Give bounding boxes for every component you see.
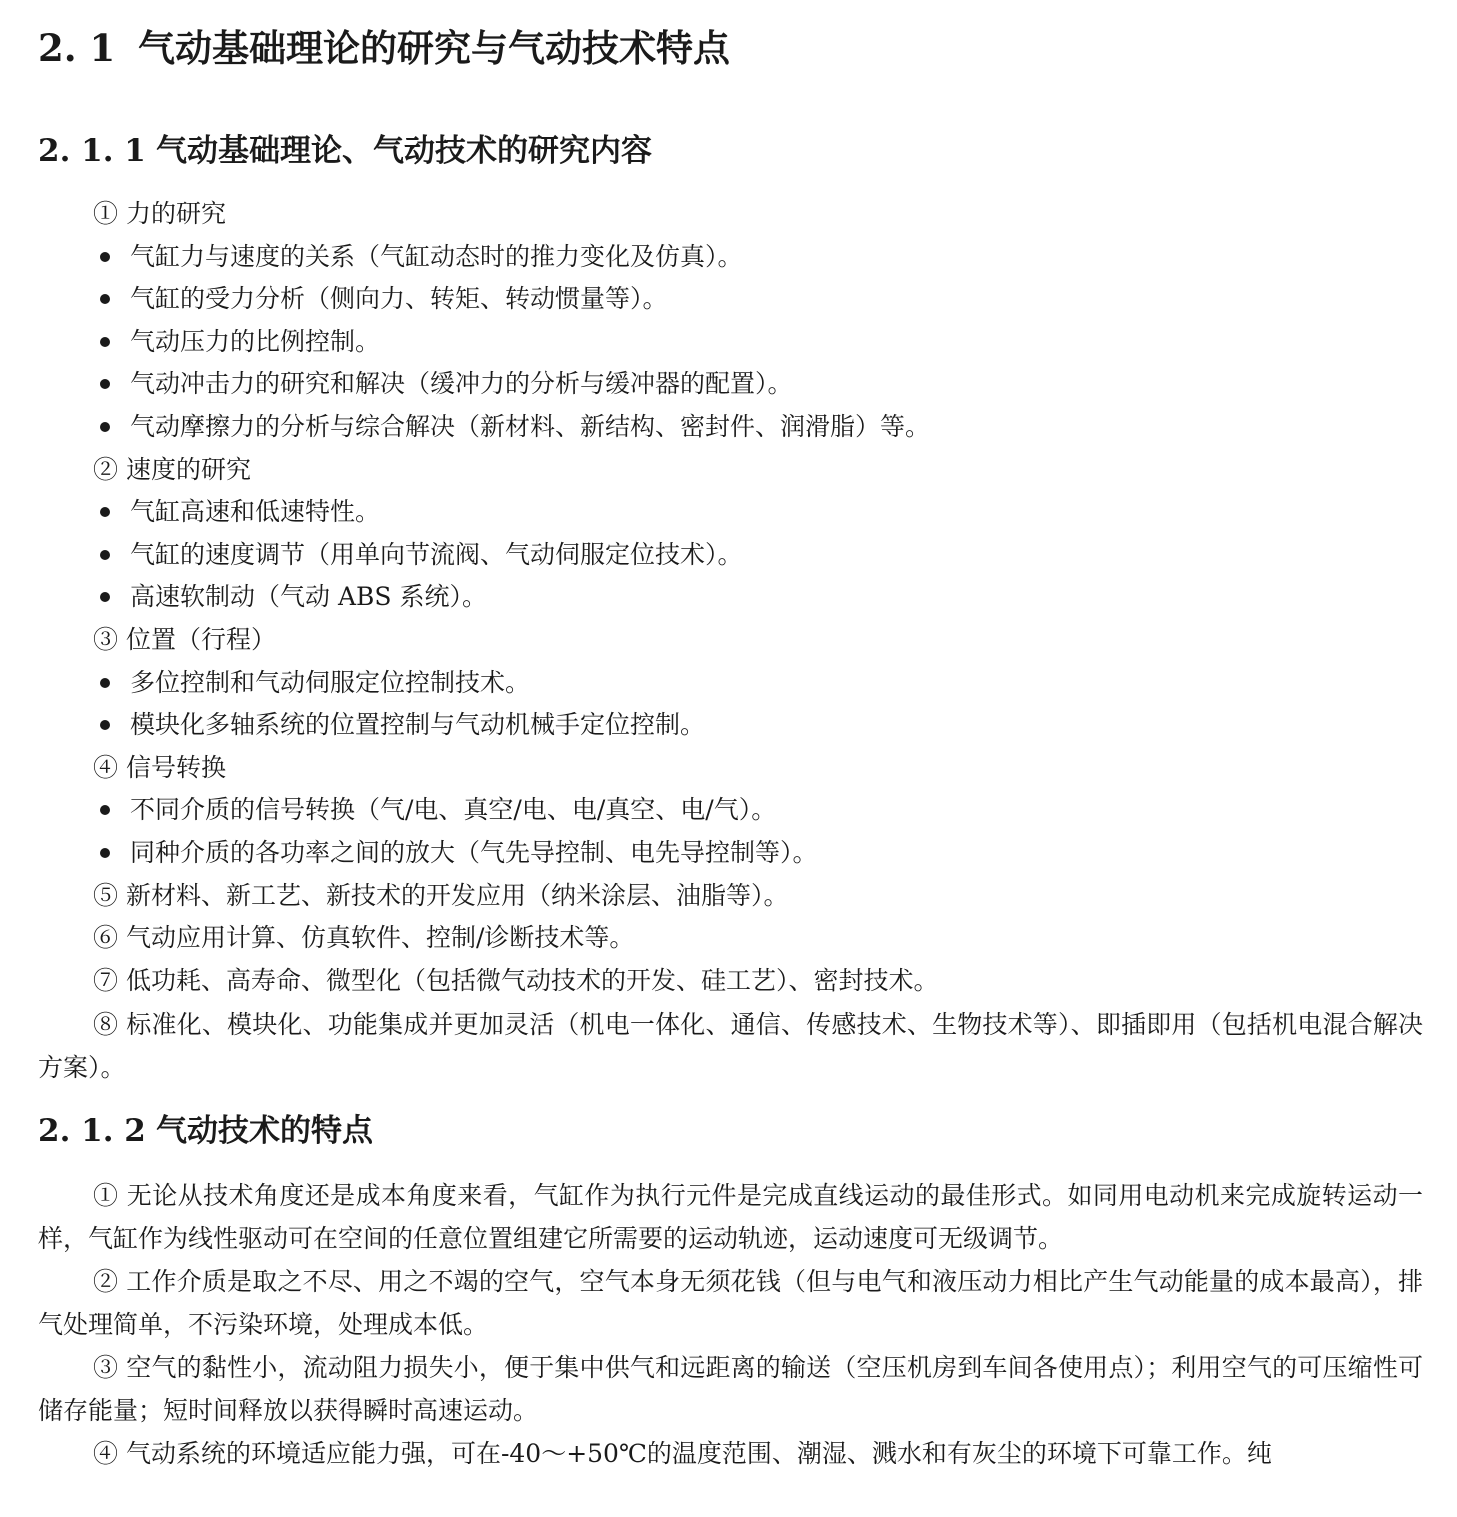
- bullet-dot-icon: [100, 379, 110, 389]
- bullet-dot-icon: [100, 550, 110, 560]
- bullet-text: 多位控制和气动伺服定位控制技术。: [130, 668, 531, 697]
- subsection-number: 2. 1. 1: [38, 133, 146, 169]
- bullet-text: 高速软制动（气动 ABS 系统）。: [130, 582, 487, 611]
- subsection-title: 气动基础理论、气动技术的研究内容: [156, 133, 652, 169]
- bullet-dot-icon: [100, 252, 110, 262]
- bullet-dot-icon: [100, 678, 110, 688]
- item-8-paragraph: ⑧ 标准化、模块化、功能集成并更加灵活（机电一体化、通信、传感技术、生物技术等）、即插即用（包括机电混合解决方案）。: [38, 1010, 1423, 1082]
- bullet-text: 气缸高速和低速特性。: [130, 497, 381, 526]
- bullet-dot-icon: [100, 422, 110, 432]
- numbered-item: ③ 位置（行程）: [93, 625, 276, 654]
- numbered-item: ⑦ 低功耗、高寿命、微型化（包括微气动技术的开发、硅工艺）、密封技术。: [93, 966, 939, 995]
- bullet-text: 不同介质的信号转换（气/电、真空/电、电/真空、电/气）。: [130, 795, 777, 824]
- bullet-dot-icon: [100, 337, 110, 347]
- bullet-dot-icon: [100, 592, 110, 602]
- bullet-text: 气缸的速度调节（用单向节流阀、气动伺服定位技术）。: [130, 540, 743, 569]
- section-heading: [38, 24, 730, 72]
- bullet-dot-icon: [100, 294, 110, 304]
- bullet-text: 气缸的受力分析（侧向力、转矩、转动惯量等）。: [130, 284, 668, 313]
- bullet-dot-icon: [100, 848, 110, 858]
- bullet-text: 气缸力与速度的关系（气缸动态时的推力变化及仿真）。: [130, 242, 743, 271]
- feature-paragraph-2: ② 工作介质是取之不尽、用之不竭的空气，空气本身无须花钱（但与电气和液压动力相比产生气动能量的成本最高），排气处理简单，不污染环境，处理成本低。: [38, 1267, 1423, 1339]
- bullet-dot-icon: [100, 507, 110, 517]
- bullet-dot-icon: [100, 720, 110, 730]
- bullet-text: 气动压力的比例控制。: [130, 327, 381, 356]
- subsection-number: 2. 1. 2: [38, 1113, 146, 1149]
- subsection-title: 气动技术的特点: [156, 1113, 373, 1149]
- bullet-text: 模块化多轴系统的位置控制与气动机械手定位控制。: [130, 710, 706, 739]
- bullet-text: 气动冲击力的研究和解决（缓冲力的分析与缓冲器的配置）。: [130, 369, 793, 398]
- numbered-item: ⑤ 新材料、新工艺、新技术的开发应用（纳米涂层、油脂等）。: [93, 881, 789, 910]
- bullet-text: 同种介质的各功率之间的放大（气先导控制、电先导控制等）。: [130, 838, 818, 867]
- numbered-item: ② 速度的研究: [93, 455, 251, 484]
- subsection-heading-2: [38, 1111, 373, 1151]
- numbered-item: ① 力的研究: [93, 199, 226, 228]
- feature-paragraph-1: ① 无论从技术角度还是成本角度来看，气缸作为执行元件是完成直线运动的最佳形式。如同用电动机来完成旋转运动一样，气缸作为线性驱动可在空间的任意位置组建它所需要的运动轨迹，运动速度可无级调节。: [38, 1181, 1423, 1253]
- subsection-heading-1: [38, 131, 652, 171]
- feature-paragraph-4: ④ 气动系统的环境适应能力强，可在-40～+50℃的温度范围、潮湿、溅水和有灰尘的环境下可靠工作。纯: [93, 1439, 1272, 1468]
- section-title: 气动基础理论的研究与气动技术特点: [138, 26, 730, 70]
- bullet-text: 气动摩擦力的分析与综合解决（新材料、新结构、密封件、润滑脂）等。: [130, 412, 931, 441]
- numbered-item: ⑥ 气动应用计算、仿真软件、控制/诊断技术等。: [93, 923, 635, 952]
- numbered-item: ④ 信号转换: [93, 753, 226, 782]
- bullet-dot-icon: [100, 805, 110, 815]
- section-number: 2. 1: [38, 26, 116, 70]
- feature-paragraph-3: ③ 空气的黏性小，流动阻力损失小，便于集中供气和远距离的输送（空压机房到车间各使用点）；利用空气的可压缩性可储存能量；短时间释放以获得瞬时高速运动。: [38, 1353, 1423, 1425]
